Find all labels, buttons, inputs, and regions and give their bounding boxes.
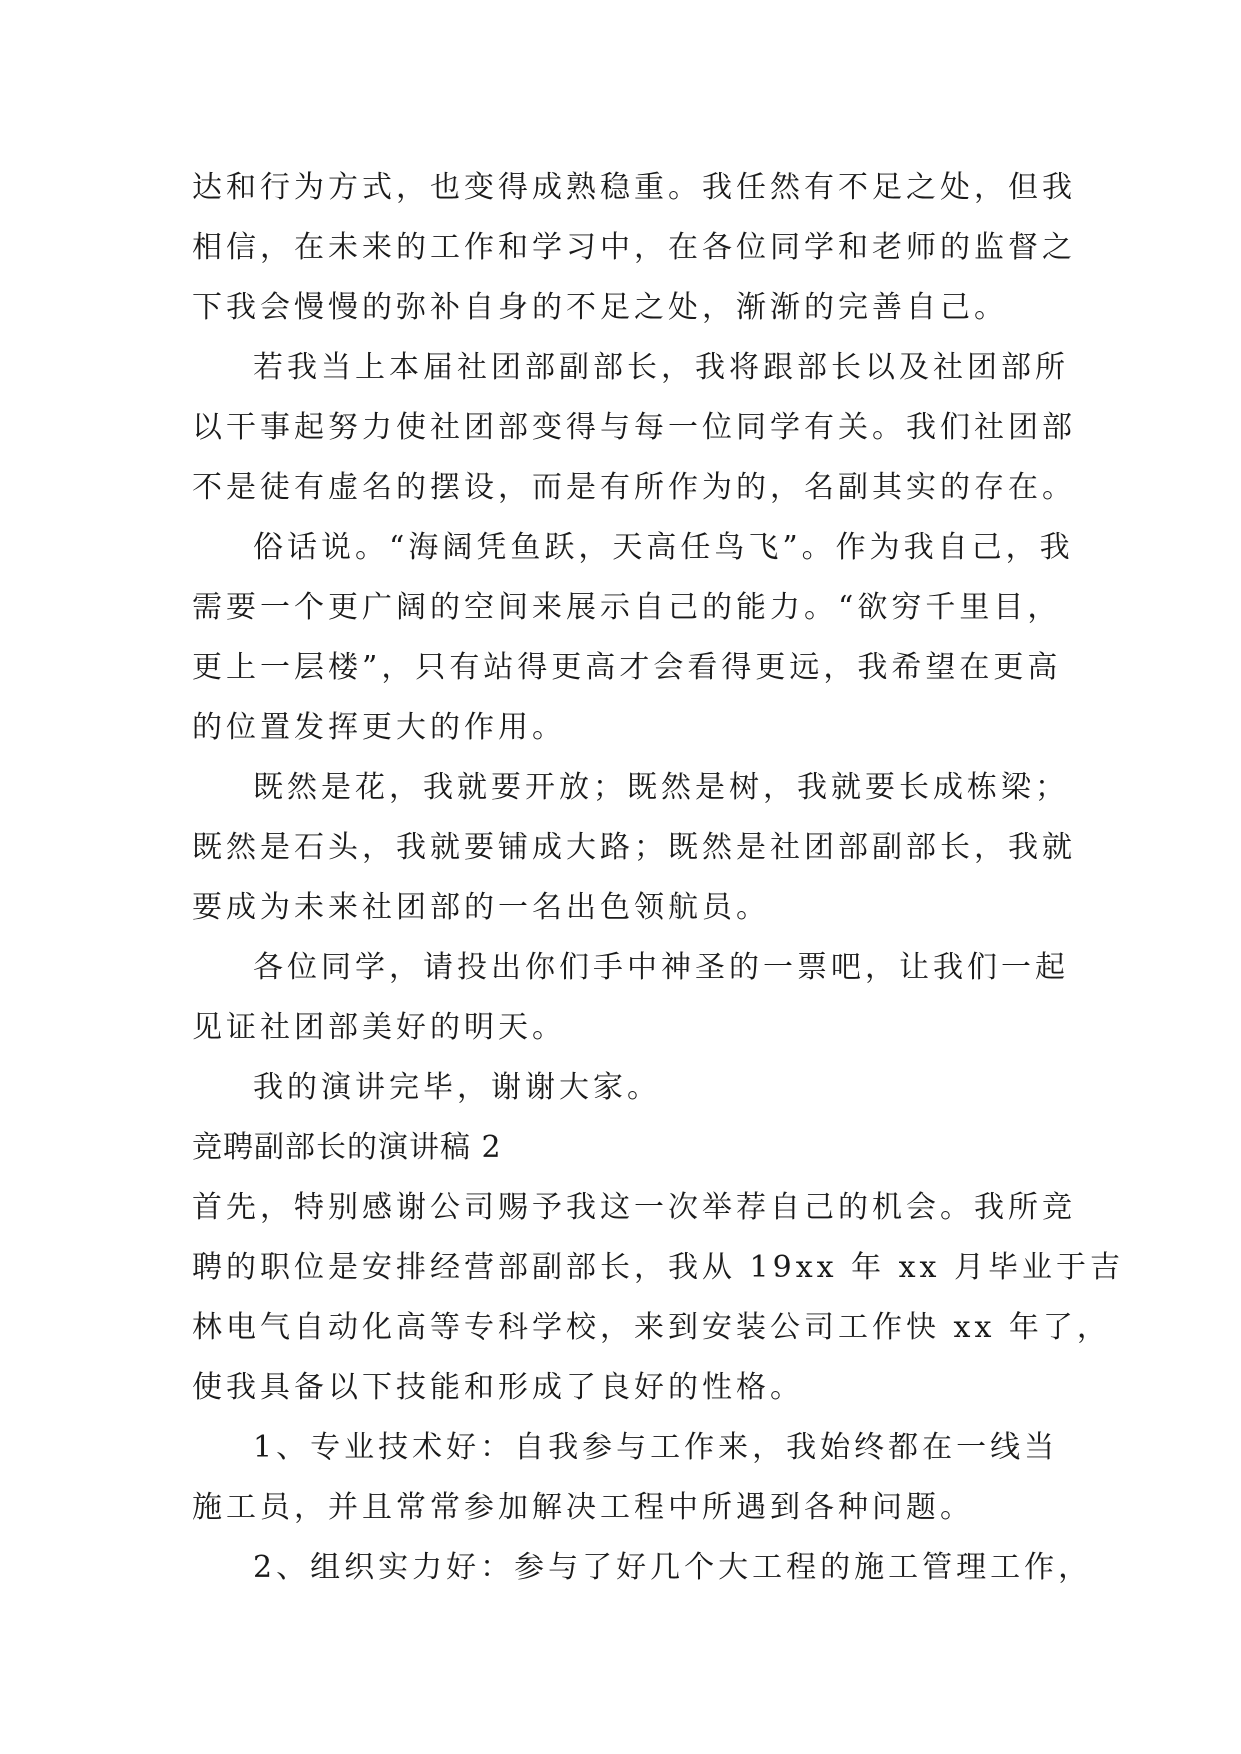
text-line: 下我会慢慢的弥补自身的不足之处，渐渐的完善自己。 [192, 290, 1008, 325]
text-line: 不是徒有虚名的摆设，而是有所作为的，名副其实的存在。 [192, 470, 1076, 505]
text-line: 聘的职位是安排经营部副部长，我从 19xx 年 xx 月毕业于吉 [192, 1250, 1124, 1285]
text-line: 达和行为方式，也变得成熟稳重。我任然有不足之处，但我 [192, 170, 1076, 205]
paragraph-first-line: 我的演讲完毕，谢谢大家。 [253, 1070, 661, 1105]
paragraph-first-line: 1、专业技术好：自我参与工作来，我始终都在一线当 [253, 1430, 1059, 1465]
text-line: 以干事起努力使社团部变得与每一位同学有关。我们社团部 [192, 410, 1076, 445]
text-line: 更上一层楼”，只有站得更高才会看得更远，我希望在更高 [192, 650, 1062, 685]
text-line: 要成为未来社团部的一名出色领航员。 [192, 890, 770, 925]
paragraph-first-line: 各位同学，请投出你们手中神圣的一票吧，让我们一起 [253, 950, 1069, 985]
text-line: 相信，在未来的工作和学习中，在各位同学和老师的监督之 [192, 230, 1076, 265]
text-line: 需要一个更广阔的空间来展示自己的能力。“欲穷千里目， [192, 590, 1062, 625]
paragraph-first-line: 若我当上本届社团部副部长，我将跟部长以及社团部所 [253, 350, 1069, 385]
section-heading: 竞聘副部长的演讲稿 2 [192, 1130, 502, 1165]
paragraph-first-line: 2、组织实力好：参与了好几个大工程的施工管理工作， [253, 1550, 1093, 1585]
text-line: 的位置发挥更大的作用。 [192, 710, 566, 745]
text-line: 林电气自动化高等专科学校，来到安装公司工作快 xx 年了， [192, 1310, 1111, 1345]
paragraph-first-line: 俗话说。“海阔凭鱼跃，天高任鸟飞”。作为我自己，我 [253, 530, 1074, 565]
text-line: 既然是石头，我就要铺成大路；既然是社团部副部长，我就 [192, 830, 1076, 865]
text-line: 使我具备以下技能和形成了良好的性格。 [192, 1370, 804, 1405]
paragraph-first-line: 既然是花，我就要开放；既然是树，我就要长成栋梁； [253, 770, 1069, 805]
text-line: 见证社团部美好的明天。 [192, 1010, 566, 1045]
text-line: 首先，特别感谢公司赐予我这一次举荐自己的机会。我所竞 [192, 1190, 1076, 1225]
text-line: 施工员，并且常常参加解决工程中所遇到各种问题。 [192, 1490, 974, 1525]
